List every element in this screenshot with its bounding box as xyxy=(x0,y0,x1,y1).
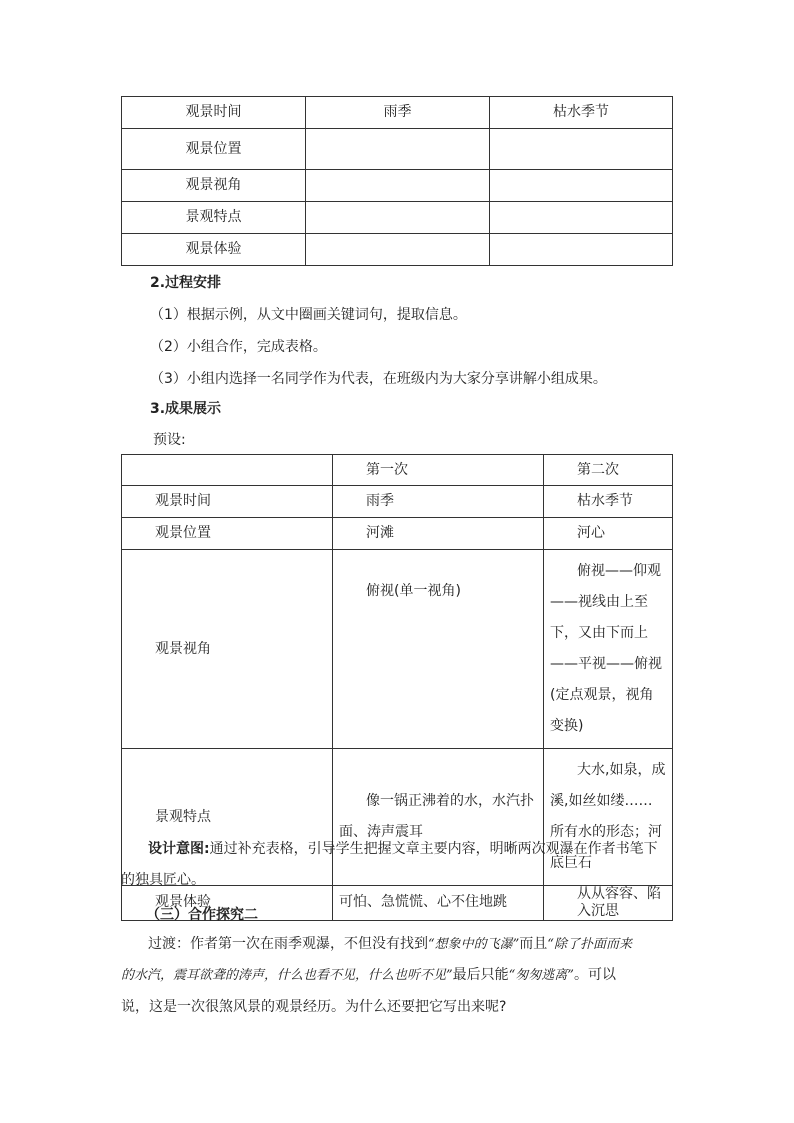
table-cell xyxy=(306,234,490,266)
quote-text: “匆匆逃离” xyxy=(508,968,574,983)
table-cell: 河心 xyxy=(544,518,673,550)
table-cell: 像一锅正沸着的水，水汽扑面、涛声震耳 xyxy=(333,749,544,886)
transition-text: 而且 xyxy=(519,936,548,952)
transition-line1 xyxy=(148,934,702,955)
section-title-coop: （三）合作探究二 xyxy=(146,907,258,923)
viewing-comparison-table-empty xyxy=(121,96,673,266)
table-cell: 观景位置 xyxy=(122,518,333,550)
table-cell: 观景视角 xyxy=(122,550,333,749)
table-cell xyxy=(306,170,490,202)
table-row xyxy=(122,749,673,886)
table-cell xyxy=(306,129,490,170)
quote-text: 的水汽，震耳欲聋的涛声，什么也看不见，什么也听不见” xyxy=(121,968,453,983)
table-cell: 第二次 xyxy=(544,455,673,486)
process-step: （3）小组内选择一名同学作为代表，在班级内为大家分享讲解小组成果。 xyxy=(150,371,607,387)
table-row xyxy=(122,202,673,234)
transition-text: 过渡：作者第一次在雨季观瀑，不但没有找到 xyxy=(148,936,428,952)
table-row xyxy=(122,518,673,550)
transition-text: 。可以 xyxy=(573,967,616,983)
table-row xyxy=(122,486,673,518)
table-cell: 俯视——仰观——视线由上至下，又由下而上——平视——俯视(定点观景，视角变换) xyxy=(544,550,673,749)
process-step: （2）小组合作，完成表格。 xyxy=(150,339,327,355)
quote-text: “想象中的飞瀑” xyxy=(428,937,520,952)
table-cell xyxy=(306,202,490,234)
table-cell xyxy=(490,170,673,202)
table-row xyxy=(122,234,673,266)
transition-line2 xyxy=(121,965,675,986)
table-row xyxy=(122,97,673,129)
table-cell: 枯水季节 xyxy=(544,486,673,518)
table-cell: 观景时间 xyxy=(122,97,306,129)
table-cell: 观景时间 xyxy=(122,486,333,518)
process-step: （1）根据示例，从文中圈画关键词句，提取信息。 xyxy=(150,307,467,323)
table-cell xyxy=(490,202,673,234)
section-title-results: 3.成果展示 xyxy=(150,401,222,417)
table-row xyxy=(122,129,673,170)
table-cell: 观景位置 xyxy=(122,129,306,170)
table-cell: 河滩 xyxy=(333,518,544,550)
table-cell: 观景视角 xyxy=(122,170,306,202)
table-cell: 第一次 xyxy=(333,455,544,486)
table-cell: 大水,如泉，成溪,如丝如缕……所有水的形态；河底巨石 xyxy=(544,749,673,886)
design-intent-text: 通过补充表格，引导学生把握文章主要内容，明晰两次观瀑在作者书笔下 xyxy=(209,841,658,857)
table-cell: 从从容容、陷入沉思 xyxy=(544,886,673,921)
quote-text: “除了扑面而来 xyxy=(547,937,632,952)
transition-line3: 说，这是一次很煞风景的观景经历。为什么还要把它写出来呢? xyxy=(121,999,507,1015)
table-cell: 景观特点 xyxy=(122,202,306,234)
table-cell xyxy=(490,234,673,266)
design-intent-line2: 的独具匠心。 xyxy=(121,872,205,888)
table-cell xyxy=(122,455,333,486)
table-row xyxy=(122,550,673,749)
table-cell: 俯视(单一视角) xyxy=(333,550,544,749)
design-intent-line1 xyxy=(148,839,702,859)
table-cell: 观景体验 xyxy=(122,886,333,921)
table-row xyxy=(122,170,673,202)
table-row xyxy=(122,455,673,486)
section-title-process: 2.过程安排 xyxy=(150,275,222,291)
preset-label: 预设: xyxy=(153,432,186,448)
table-cell: 观景体验 xyxy=(122,234,306,266)
design-intent-label: 设计意图: xyxy=(148,841,210,857)
table-cell: 雨季 xyxy=(306,97,490,129)
table-cell: 枯水季节 xyxy=(490,97,673,129)
table-cell: 景观特点 xyxy=(122,749,333,886)
transition-text: 最后只能 xyxy=(452,967,509,983)
table-cell: 可怕、急慌慌、心不住地跳 xyxy=(333,886,544,921)
table-cell xyxy=(490,129,673,170)
table-cell: 雨季 xyxy=(333,486,544,518)
